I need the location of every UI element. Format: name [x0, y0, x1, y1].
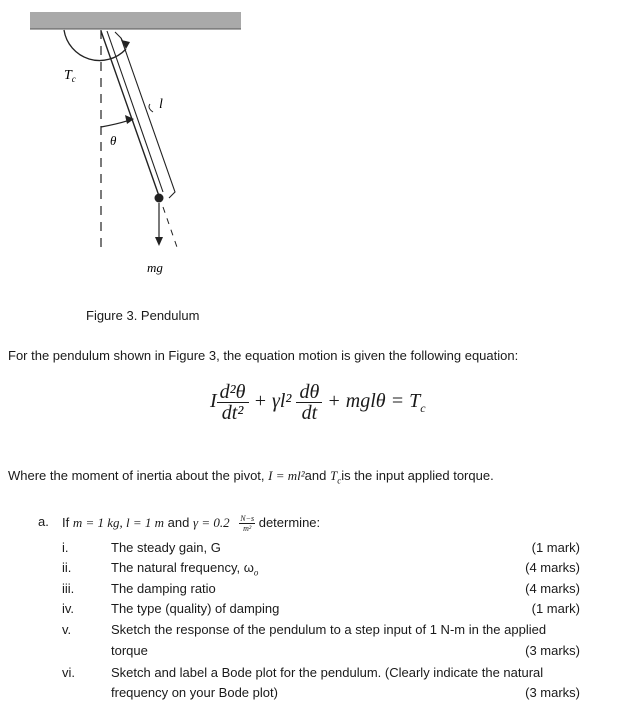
item-text: The damping ratio	[111, 581, 216, 596]
angle-label: θ	[110, 133, 117, 148]
ceiling	[30, 12, 241, 29]
length-label: l	[159, 97, 163, 112]
item-text: Sketch and label a Bode plot for the pendulum. (Clearly indicate the natural	[111, 665, 544, 680]
torque-arc	[64, 30, 126, 61]
figure-caption: Figure 3. Pendulum	[86, 308, 200, 323]
item-marks: (1 mark)	[531, 540, 580, 555]
item-number: iv.	[62, 601, 75, 616]
item-text: The type (quality) of damping	[111, 601, 280, 616]
item-number: v.	[62, 622, 72, 637]
rod-extension-dashed	[163, 207, 178, 250]
item-number: vi.	[62, 665, 75, 680]
item-marks: (4 marks)	[525, 560, 580, 575]
length-bracket	[115, 32, 175, 198]
item-text: The natural frequency, $\omega_o$	[111, 560, 259, 578]
item-number: ii.	[62, 560, 72, 575]
question-a-stem: If m = 1 kg, l = 1 m and γ = 0.2 $\frac{N-s}{\text{m²}}$ determine:	[62, 514, 321, 533]
equation-of-motion: I $\frac{\text{d²θ}}{\text{dt²}}$ + γl² $\frac{d\theta}{dt}$ + $mgl\theta = T_c$	[210, 381, 426, 424]
weight-label: mg	[147, 260, 163, 275]
where-text: Where the moment of inertia about the pivot, I = ml²and $T_cis$ the input applied torque.	[8, 468, 494, 486]
item-text: The steady gain, G	[111, 540, 221, 555]
item-number: iii.	[62, 581, 75, 596]
pendulum-figure	[0, 0, 634, 290]
pendulum-bob	[155, 194, 164, 203]
item-marks: (1 mark)	[531, 601, 580, 616]
pendulum-rod	[101, 31, 159, 196]
item-marks: (4 marks)	[525, 581, 580, 596]
theta-arc	[101, 120, 130, 127]
item-number: i.	[62, 540, 69, 555]
item-text-continued: frequency on your Bode plot)	[111, 685, 278, 700]
item-text: Sketch the response of the pendulum to a step input of 1 N-m in the applied	[111, 622, 547, 637]
item-text-continued: torque	[111, 643, 148, 658]
torque-label: $T_c$	[64, 68, 76, 84]
question-a-label: a.	[38, 514, 49, 529]
item-marks: (3 marks)	[525, 643, 580, 658]
intro-text: For the pendulum shown in Figure 3, the equation motion is given the following equation:	[8, 348, 519, 363]
item-marks: (3 marks)	[525, 685, 580, 700]
